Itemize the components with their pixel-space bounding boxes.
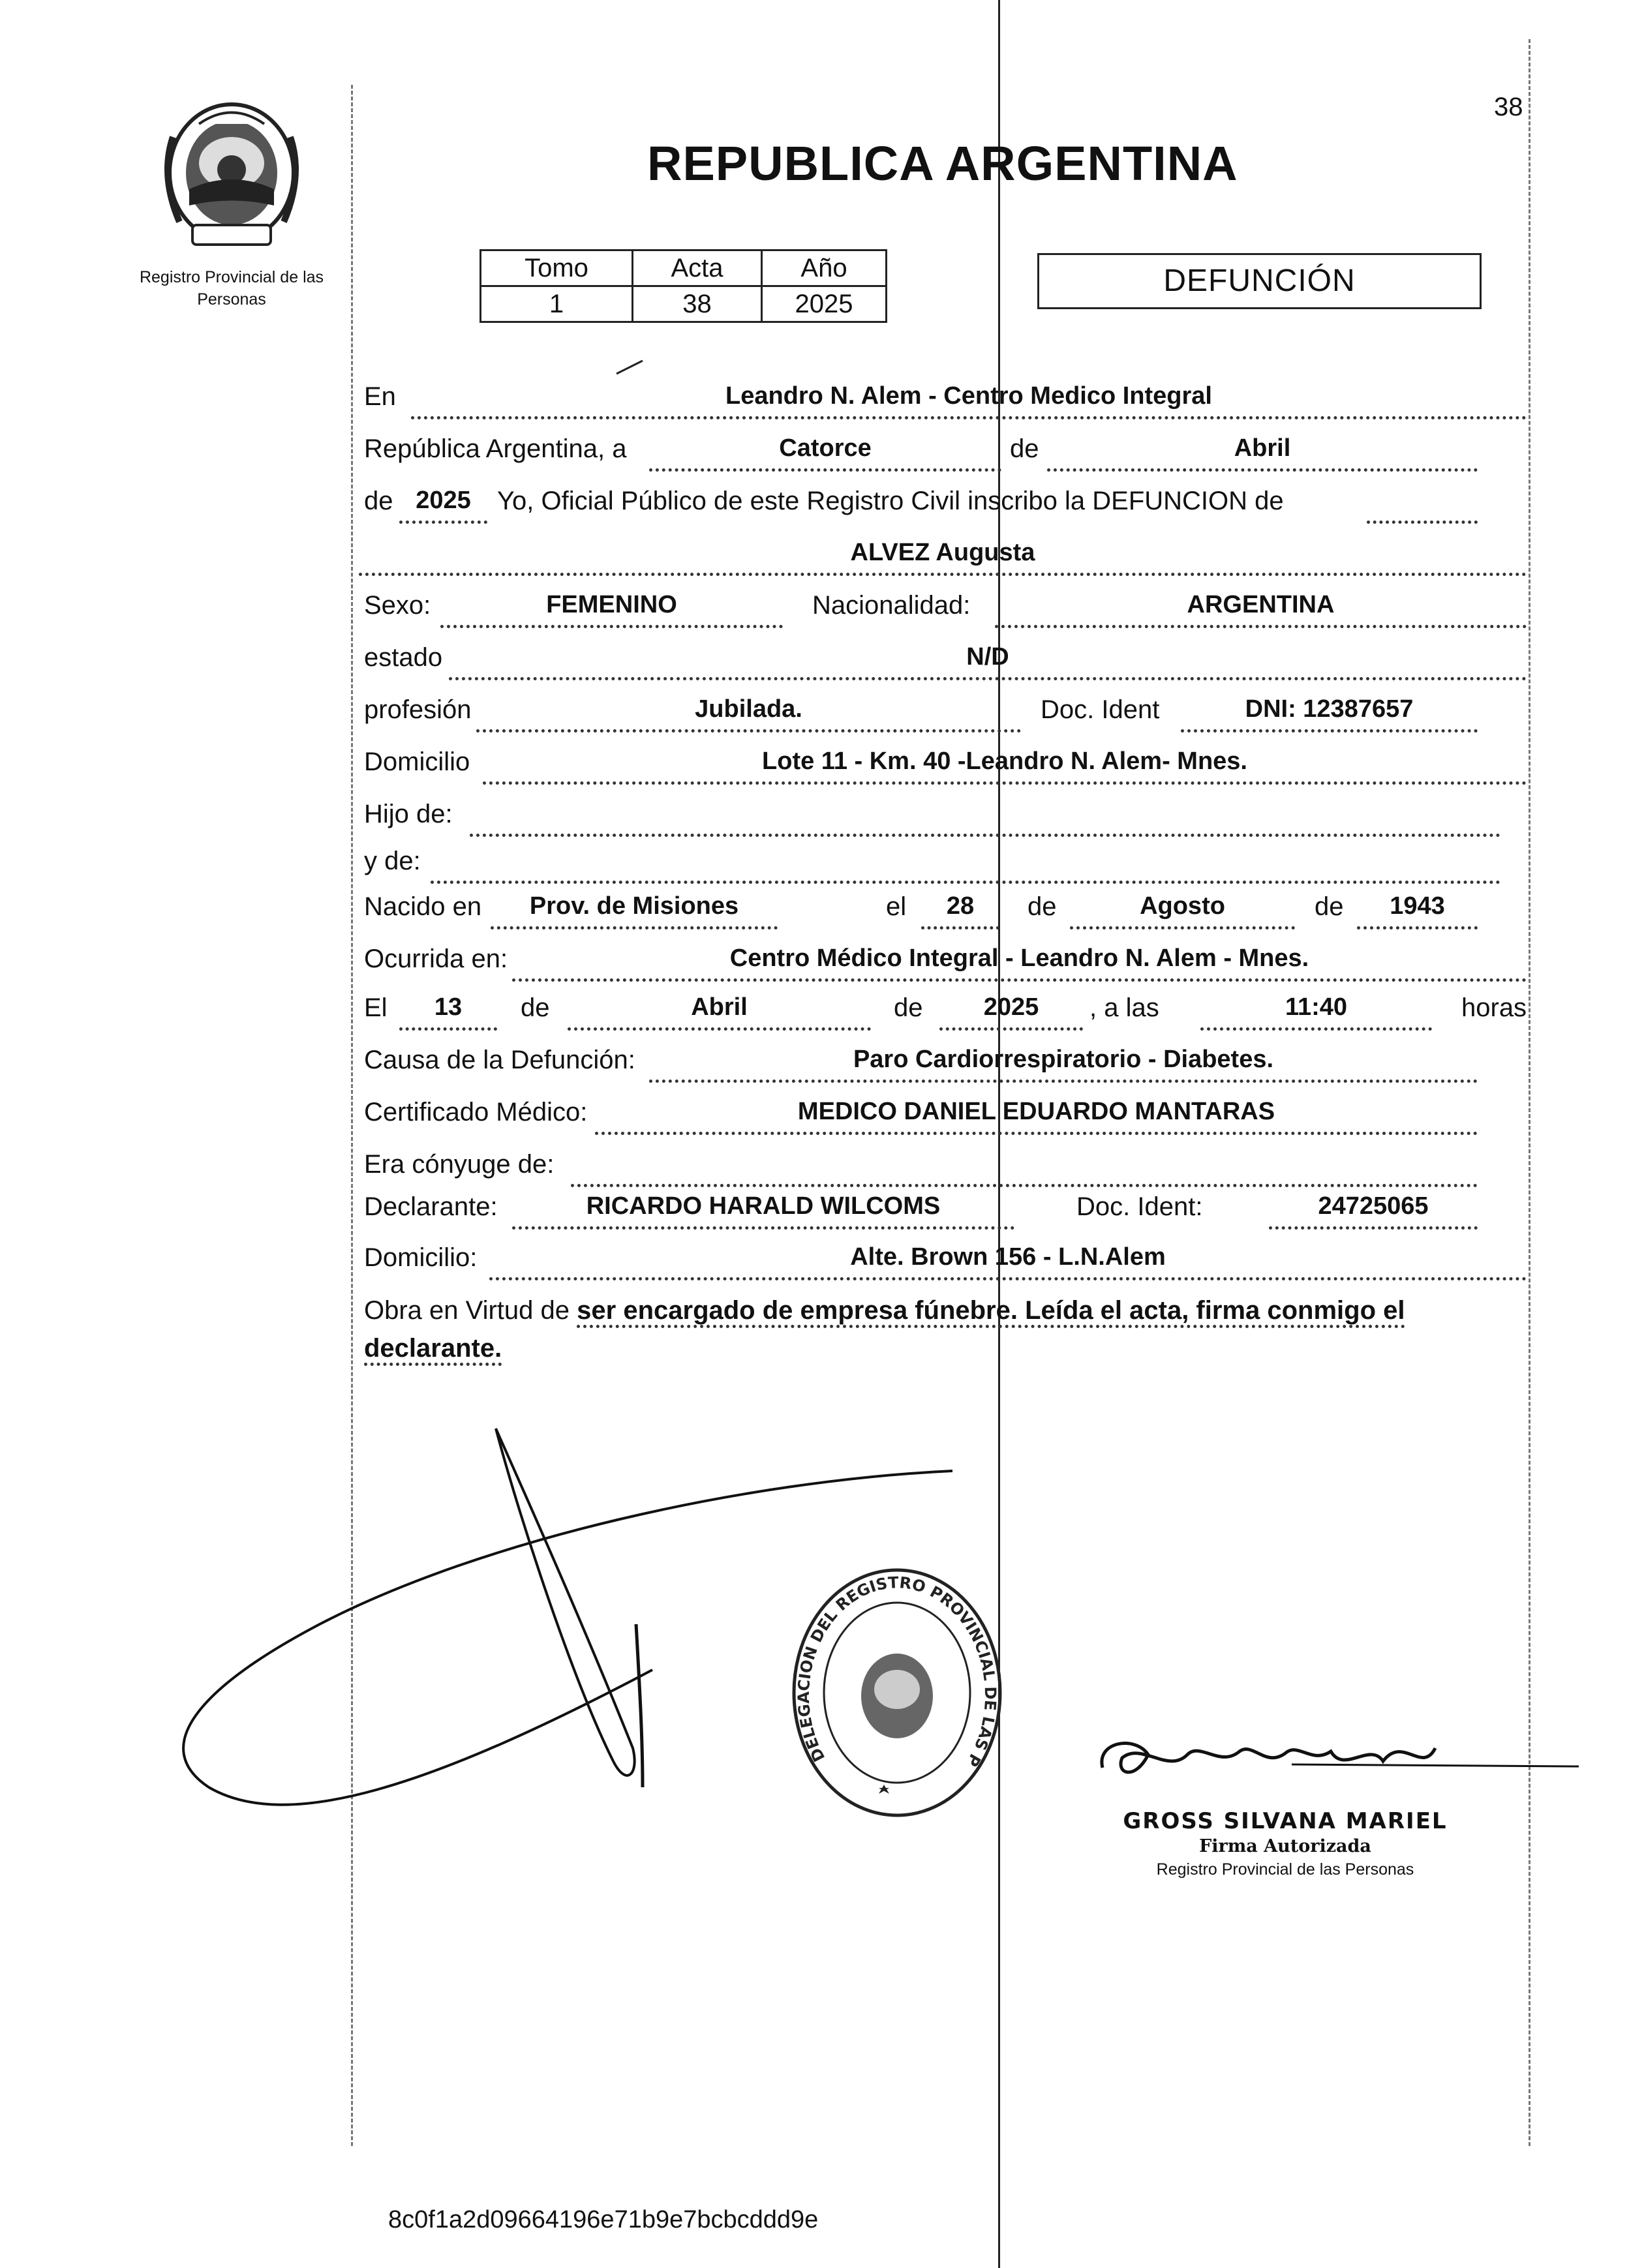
doc-ident-label: Doc. Ident: [1041, 695, 1160, 724]
page-number: 38: [1494, 93, 1523, 121]
ocurrida-label: Ocurrida en:: [364, 945, 508, 973]
row-domicilio: [359, 742, 1527, 794]
row-causa: [359, 1040, 1527, 1093]
estado-label: estado: [364, 643, 443, 672]
year: 2025: [399, 487, 487, 524]
obra-label: Obra en Virtud de: [364, 1296, 570, 1325]
signatory-name: GROSS SILVANA MARIEL: [1123, 1808, 1448, 1834]
row-hijo: [359, 794, 1527, 847]
page-title: REPUBLICA ARGENTINA: [647, 136, 1238, 190]
hijo-label: Hijo de:: [364, 800, 453, 828]
deceased-name: ALVEZ Augusta: [359, 539, 1527, 576]
domicilio-label: Domicilio: [364, 748, 470, 776]
day-words: Catorce: [649, 434, 1001, 472]
decl-domicilio: Alte. Brown 156 - L.N.Alem: [489, 1243, 1527, 1280]
decl-doc-label: Doc. Ident:: [1076, 1192, 1203, 1221]
de-year-label: de: [364, 487, 393, 515]
yo-trailing-dots: [1367, 487, 1478, 524]
header-tomo: Tomo: [481, 250, 633, 286]
row-profesion: [359, 690, 1527, 742]
pen-mark: [613, 357, 646, 377]
certificado: MEDICO DANIEL EDUARDO MANTARAS: [595, 1098, 1478, 1135]
profesion: Jubilada.: [476, 695, 1021, 733]
row-nacido: [359, 887, 1527, 939]
nacido-en: Prov. de Misiones: [491, 892, 778, 930]
domicilio: Lote 11 - Km. 40 -Leandro N. Alem- Mnes.: [483, 748, 1527, 785]
nacionalidad: ARGENTINA: [995, 591, 1527, 628]
birth-year: 1943: [1357, 892, 1478, 930]
death-day: 13: [399, 993, 497, 1031]
row-y-de: [359, 841, 1527, 894]
hijo: [470, 800, 1500, 837]
stamp-ring-text: DELEGACION DEL REGISTRO PROVINCIAL DE LAS P: [794, 1573, 1000, 1770]
causa-label: Causa de la Defunción:: [364, 1046, 635, 1074]
decl-doc: 24725065: [1269, 1192, 1478, 1230]
header-acta: Acta: [633, 250, 762, 286]
death-month: Abril: [568, 993, 871, 1031]
declarante: RICARDO HARALD WILCOMS: [512, 1192, 1014, 1230]
decl-domicilio-label: Domicilio:: [364, 1243, 478, 1272]
header-ano: Año: [762, 250, 887, 286]
value-ano: 2025: [762, 286, 887, 322]
en-label: En: [364, 382, 396, 411]
y-de-label: y de:: [364, 847, 421, 875]
row-fecha: [359, 429, 1527, 481]
sexo: FEMENINO: [440, 591, 783, 628]
el2-label: El: [364, 993, 388, 1022]
de-label: de: [1010, 434, 1039, 463]
registry-label: Registro Provincial de las Personas: [139, 268, 324, 309]
ocurrida: Centro Médico Integral - Leandro N. Alem - Mnes.: [512, 945, 1527, 982]
row-certificado: [359, 1093, 1527, 1145]
row-yo: [359, 481, 1527, 534]
right-margin-line: [1529, 39, 1530, 2146]
birth-year-de-label: de: [1315, 892, 1344, 921]
record-table-values: [481, 286, 887, 322]
republica-label: República Argentina, a: [364, 434, 627, 463]
death-de2-label: de: [894, 993, 923, 1022]
birth-day: 28: [921, 892, 999, 930]
nacionalidad-label: Nacionalidad:: [812, 591, 971, 620]
sexo-label: Sexo:: [364, 591, 431, 620]
death-year: 2025: [939, 993, 1083, 1031]
record-type-box: DEFUNCIÓN: [1037, 253, 1482, 309]
conyuge: [571, 1150, 1478, 1187]
death-time: 11:40: [1200, 993, 1432, 1031]
month: Abril: [1047, 434, 1478, 472]
doc-ident: DNI: 12387657: [1181, 695, 1478, 733]
declarante-label: Declarante:: [364, 1192, 498, 1221]
row-fecha-defuncion: [359, 988, 1527, 1040]
row-sexo: [359, 586, 1527, 638]
birth-month: Agosto: [1070, 892, 1295, 930]
registrar-signature: [1096, 1729, 1579, 1787]
document-hash: 8c0f1a2d09664196e71b9e7bcbcddd9e: [388, 2206, 819, 2233]
signatory-role: Firma Autorizada: [1199, 1836, 1371, 1856]
a-las-label: , a las: [1089, 993, 1159, 1022]
official-stamp: [786, 1562, 1008, 1823]
value-acta: 38: [633, 286, 762, 322]
row-declarante: [359, 1187, 1527, 1239]
signatory-org: Registro Provincial de las Personas: [1156, 1860, 1414, 1879]
conyuge-label: Era cónyuge de:: [364, 1150, 555, 1179]
value-tomo: 1: [481, 286, 633, 322]
causa: Paro Cardiorrespiratorio - Diabetes.: [649, 1046, 1478, 1083]
death-de-label: de: [521, 993, 550, 1022]
left-margin-line: [351, 85, 353, 2146]
row-estado: [359, 638, 1527, 690]
el-label: el: [886, 892, 907, 921]
horas-label: horas: [1461, 993, 1527, 1022]
birth-de-label: de: [1028, 892, 1057, 921]
row-ocurrida: [359, 939, 1527, 991]
record-table-header: [481, 250, 887, 286]
certificado-label: Certificado Médico:: [364, 1098, 588, 1126]
obra-text: ser encargado de empresa fúnebre. Leída el acta, firma conmigo el declarante.: [364, 1296, 1405, 1366]
row-decl-domicilio: [359, 1238, 1527, 1290]
nacido-label: Nacido en: [364, 892, 482, 921]
en-value: Leandro N. Alem - Centro Medico Integral: [411, 382, 1527, 419]
row-deceased: [359, 534, 1527, 586]
record-table: [480, 249, 887, 323]
yo-text: Yo, Oficial Público de este Registro Civil inscribo la DEFUNCION de: [497, 487, 1284, 515]
y-de: [431, 847, 1500, 884]
row-en: [359, 377, 1527, 429]
profesion-label: profesión: [364, 695, 472, 724]
estado: N/D: [449, 643, 1527, 680]
provincial-seal-logo: [153, 98, 310, 254]
obra-paragraph: [364, 1292, 1532, 1367]
